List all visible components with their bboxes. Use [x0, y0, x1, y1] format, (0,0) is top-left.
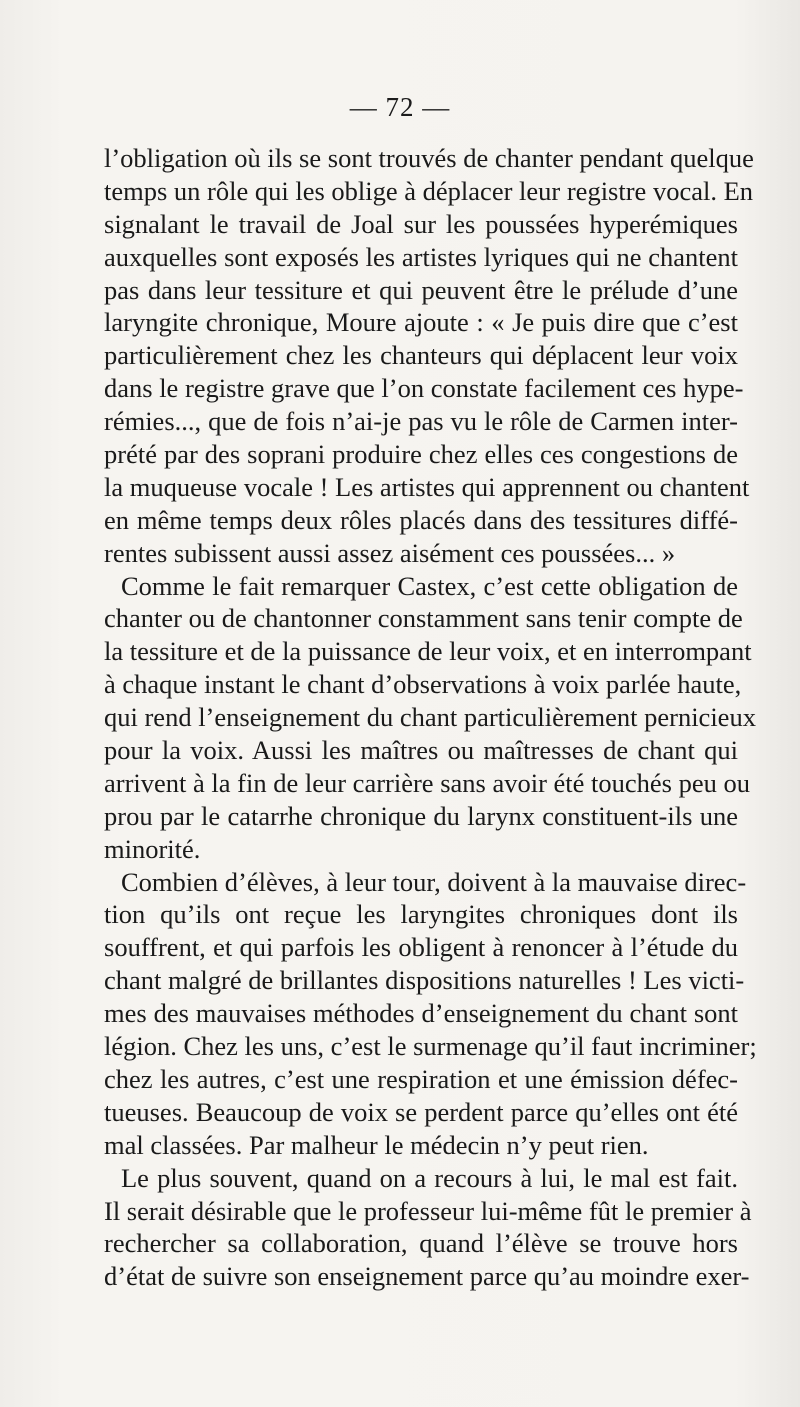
text-line: prou par le catarrhe chronique du larynx constituent-ils une — [104, 800, 738, 831]
text-line: Il serait désirable que le professeur lui-même fût le premier à — [104, 1195, 752, 1226]
text-line: rémies..., que de fois n’ai-je pas vu le rôle de Carmen inter- — [104, 406, 738, 437]
text-line: tueuses. Beaucoup de voix se perdent parce qu’elles ont été — [104, 1096, 738, 1127]
text-line: qui rend l’enseignement du chant particulièrement pernicieux — [104, 702, 756, 733]
page-number: — 72 — — [349, 92, 451, 122]
text-line: chant malgré de brillantes dispositions naturelles ! Les victi- — [104, 965, 745, 996]
text-line: souffrent, et qui parfois les obligent à renoncer à l’étude du — [104, 932, 738, 963]
text-line: pour la voix. Aussi les maîtres ou maîtresses de chant qui — [104, 735, 738, 766]
text-line: auxquelles sont exposés les artistes lyriques qui ne chantent — [104, 241, 738, 272]
text-line: d’état de suivre son enseignement parce qu’au moindre exer- — [104, 1261, 750, 1292]
text-line: Combien d’élèves, à leur tour, doivent à la mauvaise direc- — [121, 866, 747, 897]
text-line: à chaque instant le chant d’observations à voix parlée haute, — [104, 669, 742, 700]
text-line: chez les autres, c’est une respiration et une émission défec- — [104, 1063, 738, 1094]
text-line: en même temps deux rôles placés dans des tessitures diffé- — [104, 504, 738, 535]
text-line: pas dans leur tessiture et qui peuvent être le prélude d’une — [104, 274, 738, 305]
text-line: rentes subissent aussi assez aisément ces poussées... » — [104, 537, 676, 568]
text-line: chanter ou de chantonner constamment sans tenir compte de — [104, 603, 743, 634]
text-line: Comme le fait remarquer Castex, c’est cette obligation de — [121, 570, 738, 601]
text-line: arrivent à la fin de leur carrière sans avoir été touchés peu ou — [104, 767, 751, 798]
text-line: particulièrement chez les chanteurs qui déplacent leur voix — [104, 340, 738, 371]
text-line: la tessiture et de la puissance de leur voix, et en interrompant — [104, 636, 752, 667]
text-line: laryngite chronique, Moure ajoute : « Je puis dire que c’est — [104, 307, 738, 338]
text-line: l’obligation où ils se sont trouvés de chanter pendant quelque — [104, 143, 754, 173]
text-line: temps un rôle qui les oblige à déplacer leur registre vocal. En — [104, 175, 754, 206]
text-line: rechercher sa collaboration, quand l’élève se trouve hors — [104, 1228, 738, 1259]
body-text — [104, 142, 757, 1293]
text-line: Le plus souvent, quand on a recours à lui, le mal est fait. — [121, 1162, 738, 1193]
text-line: légion. Chez les uns, c’est le surmenage qu’il faut incriminer; — [104, 1031, 757, 1062]
text-line: prété par des soprani produire chez elles ces congestions de — [104, 439, 738, 470]
text-line: mes des mauvaises méthodes d’enseignement du chant sont — [104, 998, 738, 1029]
text-line: dans le registre grave que l’on constate facilement ces hype- — [104, 373, 744, 404]
text-line: la muqueuse vocale ! Les artistes qui apprennent ou chantent — [104, 471, 750, 502]
text-line: mal classées. Par malheur le médecin n’y peut rien. — [104, 1129, 649, 1160]
text-line: signalant le travail de Joal sur les poussées hyperémiques — [104, 208, 738, 239]
text-line: tion qu’ils ont reçue les laryngites chroniques dont ils — [104, 899, 738, 930]
text-line: minorité. — [104, 833, 201, 864]
